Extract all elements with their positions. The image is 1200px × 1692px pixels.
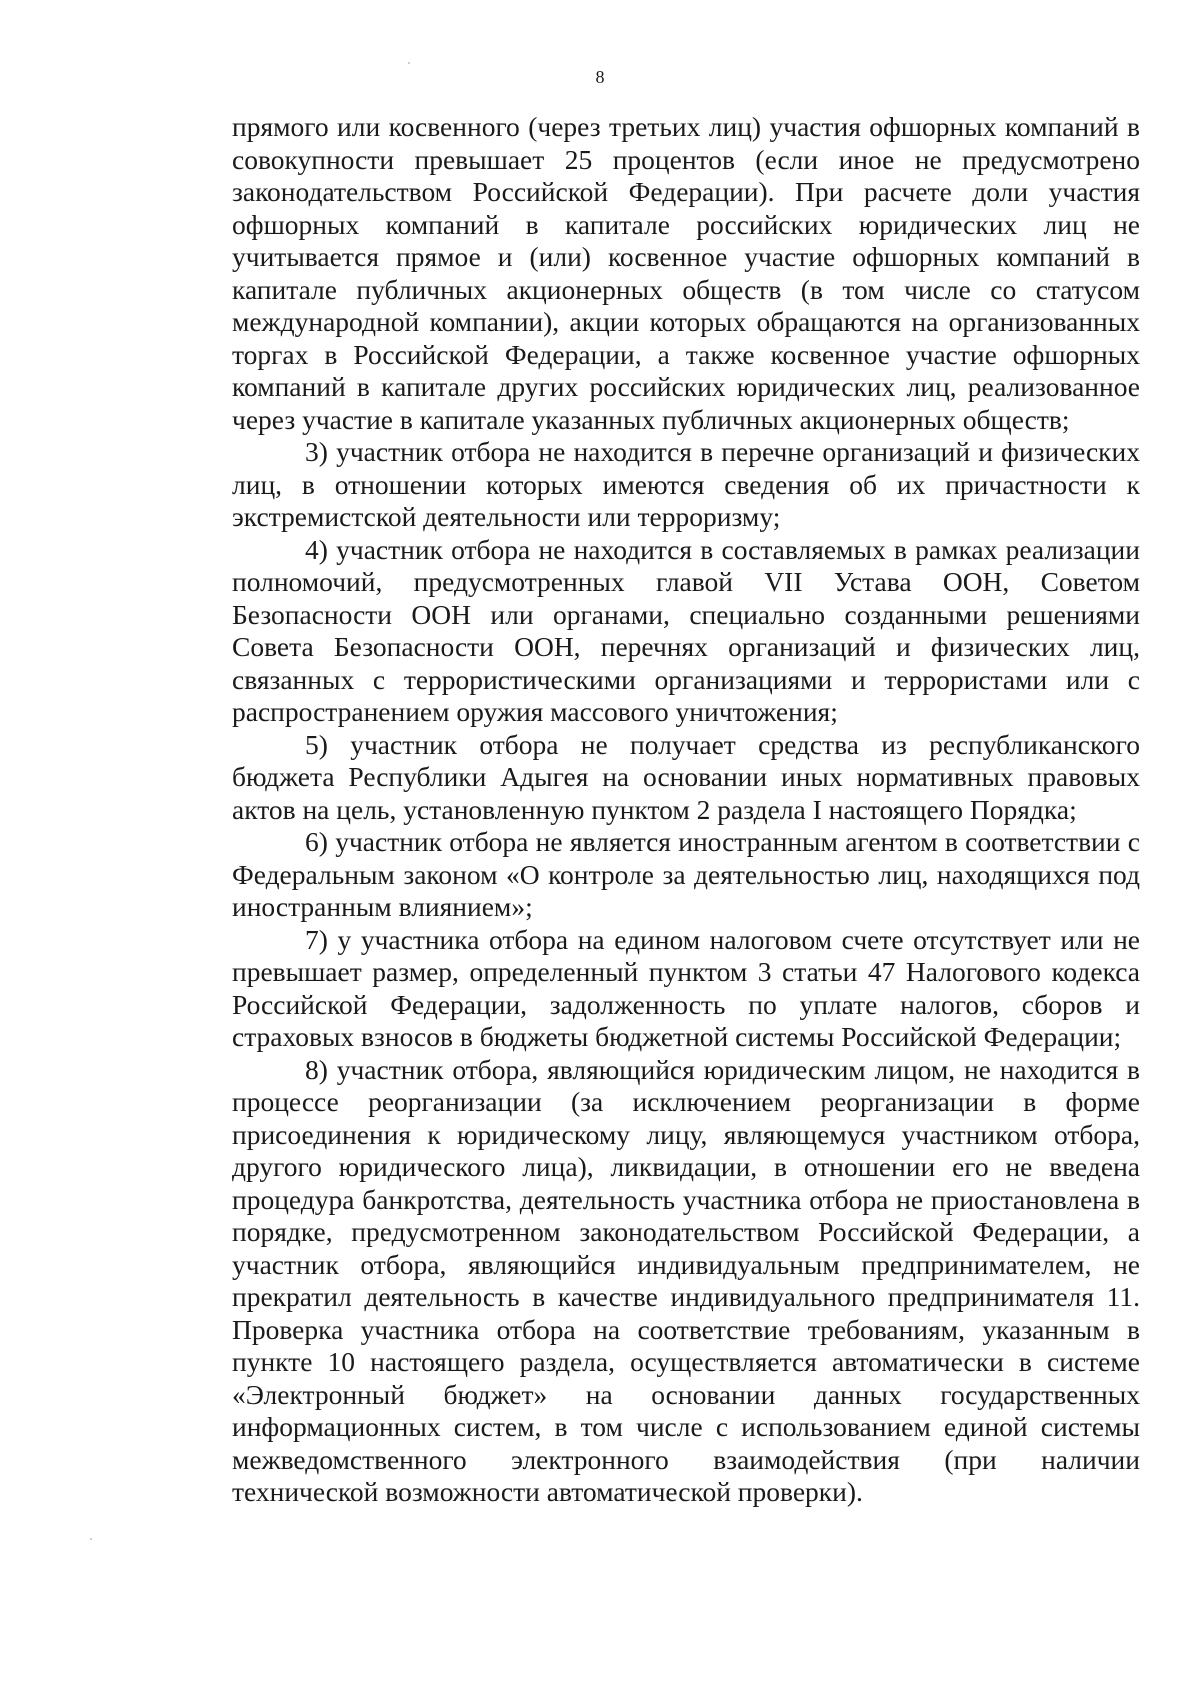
paragraph-item-7: 7) у участника отбора на едином налоговом счете отсутствует или не превышает размер, определенный пунктом 3 статьи 47 Налогового кодекса Российской Федерации, задолженность по уплате налогов, сборов и страховых взносов в бюджеты бюджетной системы Российской Федерации; xyxy=(232,923,1140,1052)
page-number: 8 xyxy=(595,67,605,87)
paragraph-item-3: 3) участник отбора не находится в перечне организаций и физических лиц, в отношении которых имеются сведения об их причастности к экстремистской деятельности или терроризму; xyxy=(232,436,1140,532)
paragraph-item-5: 5) участник отбора не получает средства из республиканского бюджета Республики Адыгея на основании иных нормативных правовых актов на цель, установленную пунктом 2 раздела I настоящего Порядка; xyxy=(232,728,1140,825)
paragraph-item-8: 8) участник отбора, являющийся юридическим лицом, не находится в процессе реорганизации (за исключением реорганизации в форме присоединения к юридическому лицу, являющемуся участником отбора, другого юридического лица), ликвидации, в отношении его не введена процедура банкротства, деятельность участника отбора не приостановлена в порядке, предусмотренном законодательством Российской Федерации, а участник отбора, являющийся индивидуальным предпринимателем, не прекратил деятельность в качестве индивидуального предпринимателя 11. Проверка участника отбора на соответствие требованиям, указанным в пункте 10 настоящего раздела, осуществляется автоматически в системе «Электронный бюджет» на основании данных государственных информационных систем, в том числе с использованием единой системы межведомственного электронного взаимодействия (при наличии технической возможности автоматической проверки). xyxy=(232,1053,1140,1507)
paragraph-item-4: 4) участник отбора не находится в составляемых в рамках реализации полномочий, предусмотренных главой VII Устава ООН, Советом Безопасности ООН или органами, специально созданными решениями Совета Безопасности ООН, перечнях организаций и физических лиц, связанных с террористическими организациями и террористами или с распространением оружия массового уничтожения; xyxy=(232,533,1140,727)
document-body xyxy=(232,111,1140,1509)
scan-artifact xyxy=(408,62,410,64)
scan-artifact xyxy=(90,1538,92,1540)
paragraph-item-6: 6) участник отбора не является иностранным агентом в соответствии с Федеральным законом «О контроле за деятельностью лиц, находящихся под иностранным влиянием»; xyxy=(232,826,1140,922)
paragraph-continuation: прямого или косвенного (через третьих лиц) участия офшорных компаний в совокупности превышает 25 процентов (если иное не предусмотрено законодательством Российской Федерации). При расчете доли участия офшорных компаний в капитале российских юридических лиц не учитывается прямое и (или) косвенное участие офшорных компаний в капитале публичных акционерных обществ (в том числе со статусом международной компании), акции которых обращаются на организованных торгах в Российской Федерации, а также косвенное участие офшорных компаний в капитале других российских юридических лиц, реализованное через участие в капитале указанных публичных акционерных обществ; xyxy=(232,111,1140,435)
